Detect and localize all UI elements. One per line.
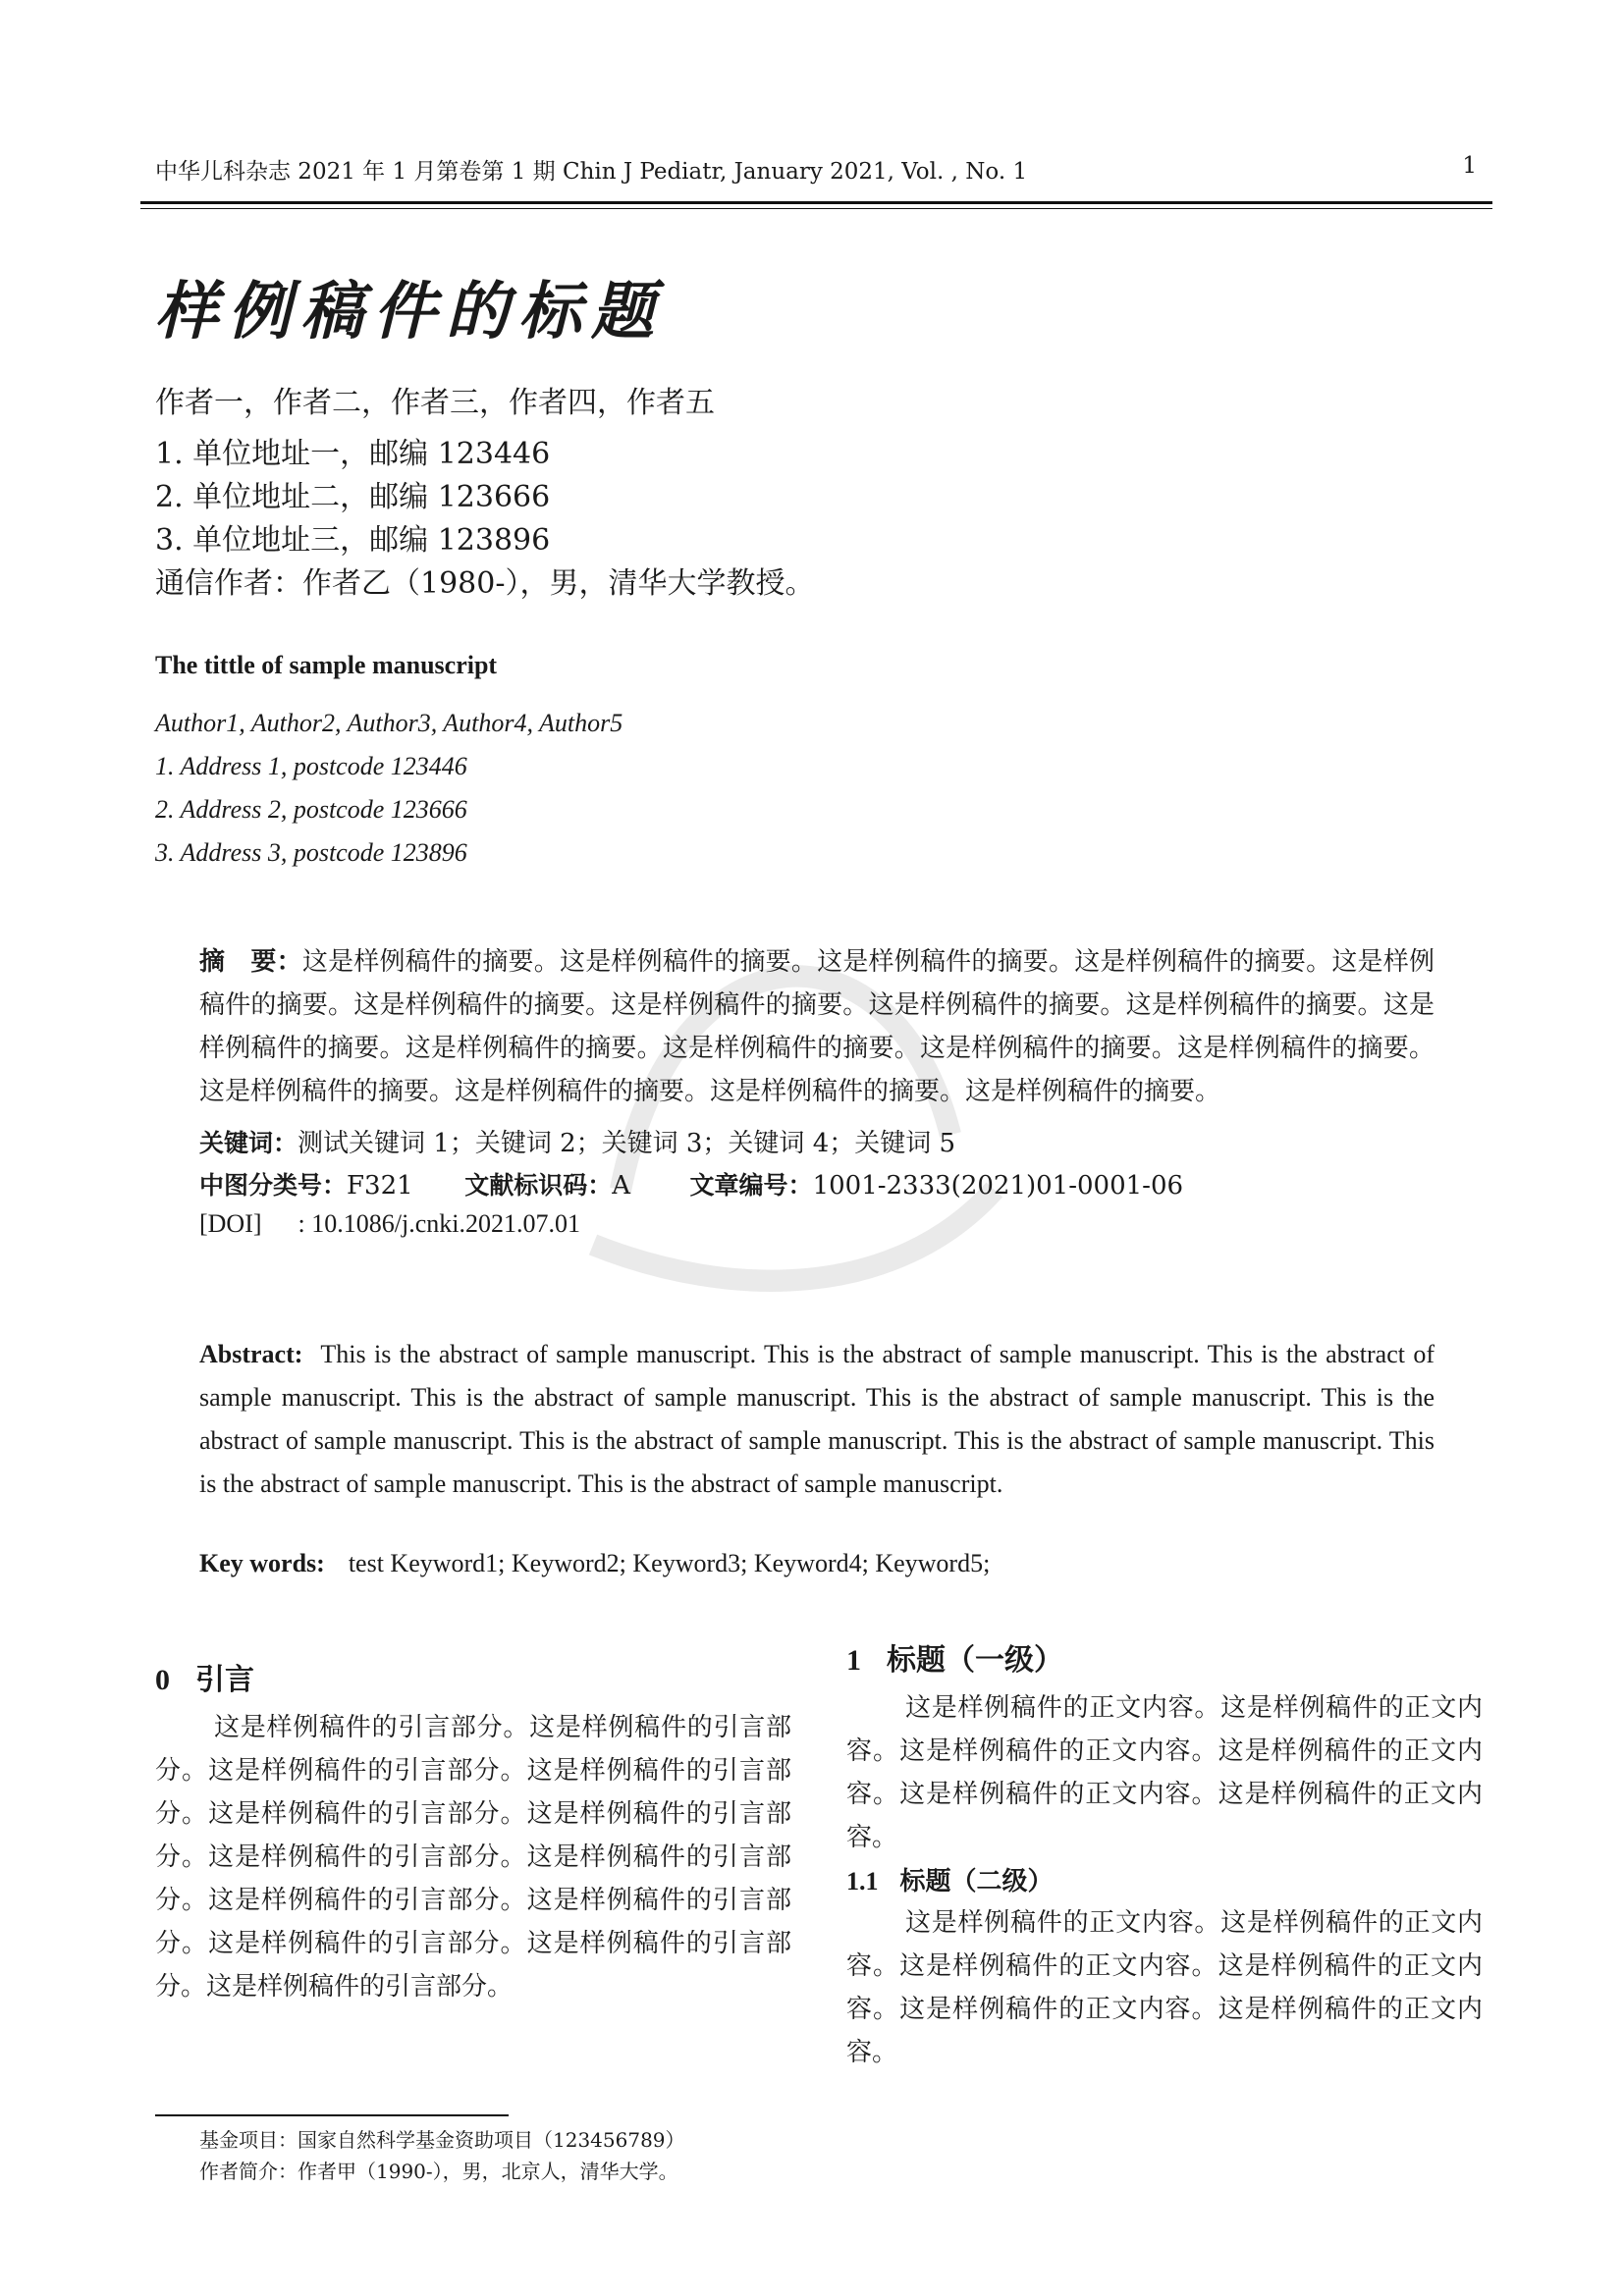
doc-code-label: 文献标识码： <box>464 1171 613 1200</box>
english-title: The tittle of sample manuscript <box>155 651 498 679</box>
keywords-cn <box>199 1123 955 1159</box>
section-heading-1 <box>846 1635 1483 1679</box>
authors-cn: 作者一，作者二，作者三，作者四，作者五 <box>155 386 715 420</box>
footnote-rule <box>155 2114 509 2116</box>
doi-value: : 10.1086/j.cnki.2021.07.01 <box>298 1209 580 1238</box>
keywords-en-text: test Keyword1; Keyword2; Keyword3; Keyword4; Keyword5; <box>348 1549 991 1577</box>
abstract-cn-text: 这是样例稿件的摘要。这是样例稿件的摘要。这是样例稿件的摘要。这是样例稿件的摘要。这是样例稿件的摘要。这是样例稿件的摘要。这是样例稿件的摘要。这是样例稿件的摘要。这是样例稿件的摘要。这是样例稿件的摘要。这是样例稿件的摘要。这是样例稿件的摘要。这是样例稿件的摘要。这是样例稿件的摘要。这是样例稿件的摘要。这是样例稿件的摘要。这是样例稿件的摘要。这是样例稿件的摘要。 <box>199 947 1435 1106</box>
affiliation-en-3: 3. Address 3, postcode 123896 <box>155 838 467 867</box>
journal-info: 中华儿科杂志 2021 年 1 月第卷第 1 期 Chin J Pediatr, January 2021, Vol. , No. 1 <box>155 159 1028 185</box>
clc-label: 中图分类号： <box>199 1171 348 1200</box>
section-title: 引言 <box>195 1663 254 1697</box>
affiliation-cn-1: 1. 单位地址一，邮编 123446 <box>155 437 551 471</box>
section-title: 标题（一级） <box>887 1643 1063 1678</box>
affiliation-cn-3: 3. 单位地址三，邮编 123896 <box>155 523 551 558</box>
clc-value: F321 <box>347 1171 413 1201</box>
left-column <box>155 1655 791 2008</box>
classification-row <box>199 1166 1183 1201</box>
affiliation-en-1: 1. Address 1, postcode 123446 <box>155 752 467 780</box>
affiliation-en-2: 2. Address 2, postcode 123666 <box>155 795 467 824</box>
running-head <box>155 153 1477 186</box>
abstract-cn <box>199 940 1435 1113</box>
keywords-en-label: Key words: <box>199 1549 325 1577</box>
header-rule-thick <box>140 201 1492 204</box>
section-heading-1-1 <box>846 1861 1483 1897</box>
subsection-title: 标题（二级） <box>899 1867 1054 1896</box>
page-number: 1 <box>1462 153 1477 179</box>
keywords-cn-label: 关键词： <box>199 1129 298 1157</box>
abstract-cn-label: 摘 要： <box>199 947 302 977</box>
right-column <box>846 1635 1483 2074</box>
abstract-en-text: This is the abstract of sample manuscript. This is the abstract of sample manuscript. This is the abstract of sample manuscript. This is the abstract of sample manuscript. This is the abstract of sample manuscript. This is the abstract of sample manuscript. This is the abstract of sample manuscript. This is the abstract of sample manuscript. This is the abstract of sample manuscript. This is the abstract of sample manuscript. <box>199 1340 1435 1498</box>
article-number-label: 文章编号： <box>689 1171 813 1200</box>
doc-code-value: A <box>612 1171 631 1201</box>
section-number: 0 <box>155 1664 170 1696</box>
keywords-en <box>199 1549 990 1578</box>
section-heading-intro <box>155 1655 791 1698</box>
footnote-funding: 基金项目：国家自然科学基金资助项目（123456789） <box>199 2128 685 2152</box>
keywords-cn-text: 测试关键词 1；关键词 2；关键词 3；关键词 4；关键词 5 <box>298 1129 956 1158</box>
abstract-en-label: Abstract: <box>199 1340 303 1368</box>
abstract-en <box>199 1333 1435 1506</box>
footnote-author-bio: 作者简介：作者甲（1990-），男，北京人，清华大学。 <box>199 2160 678 2183</box>
intro-paragraph: 这是样例稿件的引言部分。这是样例稿件的引言部分。这是样例稿件的引言部分。这是样例稿件的引言部分。这是样例稿件的引言部分。这是样例稿件的引言部分。这是样例稿件的引言部分。这是样例稿件的引言部分。这是样例稿件的引言部分。这是样例稿件的引言部分。这是样例稿件的引言部分。这是样例稿件的引言部分。这是样例稿件的引言部分。 <box>155 1713 791 2002</box>
doi-label: [DOI] <box>199 1209 262 1238</box>
article-number-value: 1001-2333(2021)01-0001-06 <box>812 1171 1184 1201</box>
section-1-paragraph: 这是样例稿件的正文内容。这是样例稿件的正文内容。这是样例稿件的正文内容。这是样例稿件的正文内容。这是样例稿件的正文内容。这是样例稿件的正文内容。 <box>846 1693 1483 1852</box>
header-rule-thin <box>140 208 1492 209</box>
subsection-number: 1.1 <box>846 1867 879 1896</box>
affiliation-cn-2: 2. 单位地址二，邮编 123666 <box>155 480 551 514</box>
section-1-1-paragraph: 这是样例稿件的正文内容。这是样例稿件的正文内容。这是样例稿件的正文内容。这是样例稿件的正文内容。这是样例稿件的正文内容。这是样例稿件的正文内容。 <box>846 1908 1483 2067</box>
paper-title: 样例稿件的标题 <box>155 275 664 348</box>
correspondence: 通信作者：作者乙（1980-），男，清华大学教授。 <box>155 566 815 601</box>
authors-en: Author1, Author2, Author3, Author4, Author5 <box>155 709 623 737</box>
section-number: 1 <box>846 1644 861 1677</box>
doi-row <box>199 1209 580 1239</box>
